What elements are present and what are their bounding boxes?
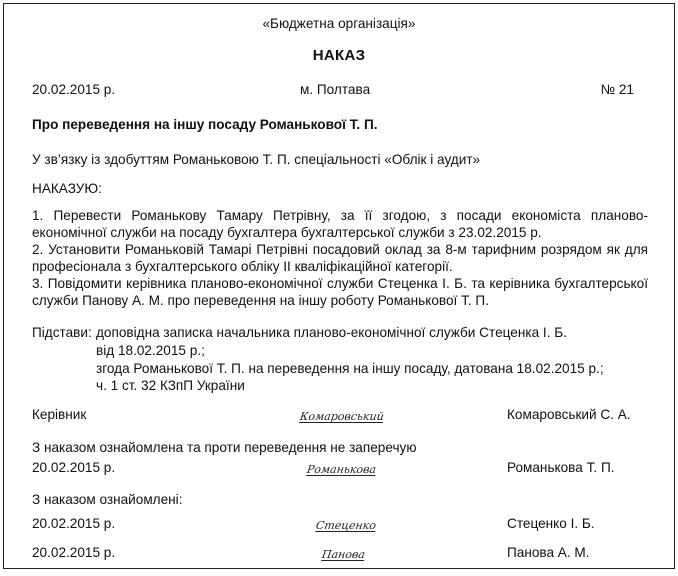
order-subject: Про переведення на іншу посаду Романькової Т. П. — [32, 117, 378, 132]
order-item-2: 2. Установити Романьковій Тамарі Петрівні посадовий оклад за 8-м тарифним розрядом як для професіонала з бухгалтерського обліку II кваліфікаційної категорії. — [32, 242, 648, 274]
acquainted-date: 20.02.2015 р. — [32, 545, 116, 560]
acquainted-name: Стеценко І. Б. — [507, 516, 595, 531]
order-number: № 21 — [600, 82, 634, 97]
acquainted-signature: Панова — [321, 548, 366, 561]
order-document — [3, 3, 675, 569]
order-date: 20.02.2015 р. — [32, 82, 116, 97]
order-item-1: 1. Перевести Романькову Тамару Петрівну, за її згодою, з посади економіста планово-економічної служби на посаду бухгалтера бухгалтерської служби з 23.02.2015 р. — [32, 208, 648, 240]
head-role: Керівник — [32, 407, 87, 422]
grounds-line: ч. 1 ст. 32 КЗпП України — [96, 378, 245, 393]
acquainted-date: 20.02.2015 р. — [32, 516, 116, 531]
order-item-3: 3. Повідомити керівника планово-економічної служби Стеценка І. Б. та керівника бухгалтерської служби Панову А. М. про переведення на іншу роботу Романькової Т. П. — [32, 276, 648, 308]
document-title: НАКАЗ — [312, 47, 366, 64]
consent-date: 20.02.2015 р. — [32, 460, 116, 475]
head-name: Комаровський С. А. — [507, 407, 631, 422]
acquainted-text: З наказом ознайомлені: — [32, 492, 183, 507]
consent-name: Романькова Т. П. — [507, 460, 615, 475]
grounds-line: згода Романькової Т. П. на переведення на іншу посаду, датована 18.02.2015 р.; — [96, 361, 604, 376]
acquainted-signature: Стеценко — [315, 519, 377, 532]
order-city: м. Полтава — [300, 82, 371, 97]
consent-signature: Романькова — [306, 463, 378, 476]
order-directive: НАКАЗУЮ: — [32, 181, 102, 196]
consent-text: З наказом ознайомлена та проти переведення не заперечую — [32, 440, 417, 455]
grounds-line: доповідна записка начальника планово-економічної служби Стеценка І. Б. — [96, 325, 567, 340]
organization-name: «Бюджетна організація» — [262, 16, 416, 31]
head-signature: Комаровський — [299, 410, 385, 423]
grounds-label: Підстави: — [32, 325, 92, 340]
grounds-line: від 18.02.2015 р.; — [96, 343, 205, 358]
acquainted-name: Панова А. М. — [507, 545, 590, 560]
order-reason: У зв’язку із здобуттям Романьковою Т. П. спеціальності «Облік і аудит» — [32, 152, 481, 167]
